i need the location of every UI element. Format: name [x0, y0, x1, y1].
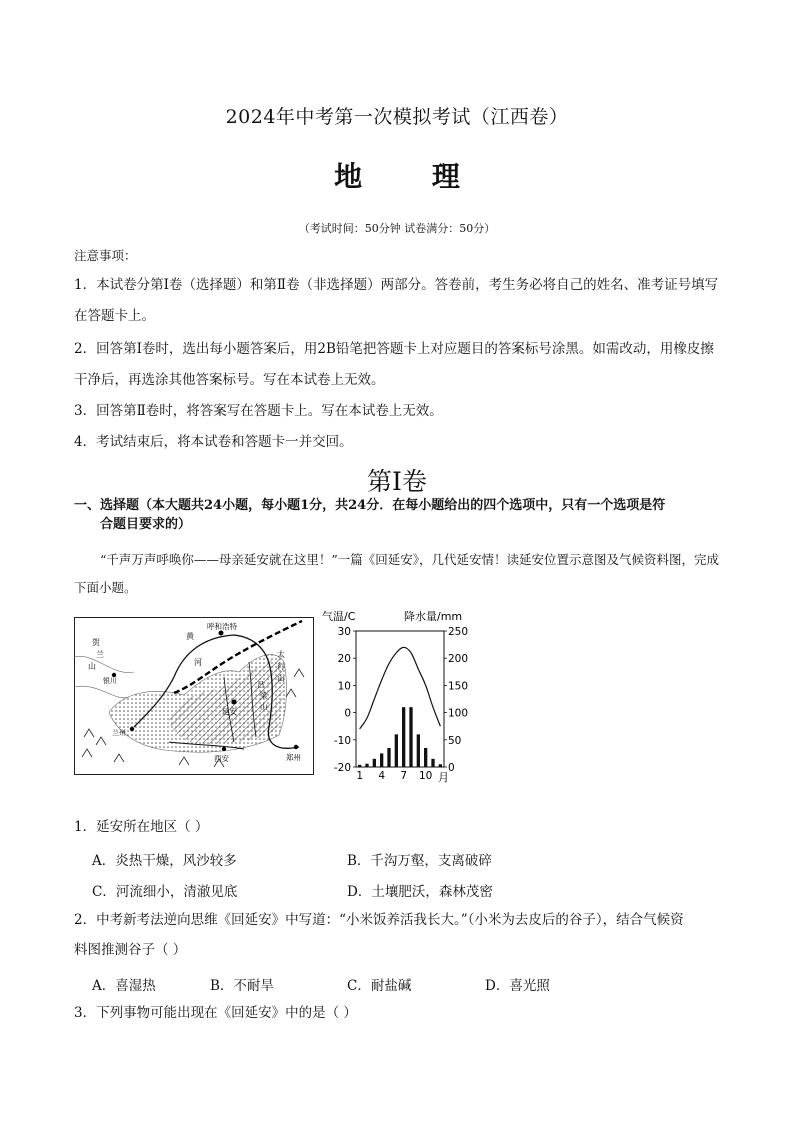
note-4: 4．考试结束后，将本试卷和答题卡一并交回。 [74, 434, 353, 450]
temp-tick-label: 30 [337, 626, 351, 638]
map-label-lan: 兰 [96, 650, 104, 659]
question-2-stem-line-1: 2．中考新考法逆向思维《回延安》中写道：“小米饭养活我长大。”（小米为去皮后的谷子），结合气候资 [74, 912, 684, 928]
precip-tick-label: 50 [448, 734, 462, 747]
temp-tick-label: -10 [333, 734, 351, 747]
question-3-stem: 3．下列事物可能出现在《回延安》中的是（ ） [74, 1005, 357, 1021]
precip-bar [380, 753, 383, 767]
question-1-stem: 1．延安所在地区（ ） [74, 819, 209, 835]
precip-bar [424, 748, 427, 767]
precip-bar [439, 764, 442, 767]
map-label-mountain: 山 [277, 674, 285, 683]
q1-option-a: A．炎热干燥，风沙较多 [92, 853, 237, 869]
month-tick-label: 10 [418, 770, 433, 782]
q2-option-b: B．不耐旱 [210, 978, 274, 994]
time-info: （考试时间：50分钟 试卷满分：50分） [298, 222, 496, 235]
question-intro: “千声万声呼唤你——母亲延安就在这里！”一篇《回延安》，几代延安情！读延安位置示意图及气候资料图，完成下面小题。 [74, 552, 720, 595]
chart-left-axis-label: 气温/C [322, 610, 356, 623]
map-label-river: 河 [194, 658, 202, 667]
temp-tick-label: 10 [337, 680, 351, 693]
precip-bar [431, 759, 434, 767]
climate-chart [318, 607, 478, 787]
q1-option-c: C．河流细小，清澈见底 [92, 884, 238, 900]
notes-label: 注意事项： [74, 248, 137, 263]
subject-title: 地 理 [334, 160, 490, 193]
map-label-yanan: 延安 [222, 707, 237, 716]
note-3: 3．回答第Ⅱ卷时，将答案写在答题卡上。写在本试卷上无效。 [74, 403, 443, 419]
q1-option-d: D．土壤肥沃，森林茂密 [347, 884, 493, 900]
note-1: 1．本试卷分第Ⅰ卷（选择题）和第Ⅱ卷（非选择题）两部分。答卷前，考生务必将自己的姓名、准考证号填写在答题卡上。 [74, 277, 719, 324]
q2-option-c: C．耐盐碱 [347, 978, 412, 994]
temp-tick-label: -20 [333, 762, 351, 774]
precip-tick-label: 0 [448, 762, 455, 774]
volume-title: 第Ⅰ卷 [367, 467, 427, 496]
month-tick-label: 4 [378, 770, 386, 782]
q2-option-d: D．喜光照 [485, 978, 550, 994]
precip-bar [358, 765, 361, 767]
precip-bar [409, 707, 412, 767]
section-line-1: 一、选择题（本大题共24小题，每小题1分，共24分．在每小题给出的四个选项中，只有一个选项是符 [74, 498, 666, 513]
q2-option-a: A．喜湿热 [92, 978, 156, 994]
map-label-hohhot: 呼和浩特 [207, 622, 237, 631]
map-label-huang: 黄 [186, 632, 194, 641]
temp-tick-label: 20 [337, 653, 351, 666]
map-label-zhengzhou: 郑州 [286, 753, 301, 762]
precip-bar [373, 759, 376, 767]
question-2-stem-line-2: 料图推测谷子（ ） [74, 942, 187, 958]
month-tick-label: 1 [356, 770, 364, 782]
precip-tick-label: 200 [448, 653, 469, 666]
chart-right-axis-label: 降水量/mm [404, 610, 463, 623]
map-label-xian: 西安 [214, 754, 229, 763]
precip-bar [417, 734, 420, 767]
month-tick-label: 7 [400, 770, 408, 782]
note-2: 2．回答第Ⅰ卷时，选出每小题答案后，用2B铅笔把答题卡上对应题目的答案标号涂黑。如需改动，用橡皮擦干净后，再选涂其他答案标号。写在本试卷上无效。 [74, 341, 714, 388]
precip-tick-label: 250 [448, 626, 469, 638]
map-label-shan: 山 [88, 662, 96, 671]
map-label-lvliang-shan: 山 [260, 702, 268, 711]
section-line-2: 合题目要求的） [100, 517, 192, 532]
section-header [74, 496, 724, 534]
map-label-tai: 太 [277, 650, 285, 659]
location-map [74, 617, 314, 775]
map-label-he: 贺 [92, 638, 100, 647]
chart-plot-area [334, 626, 468, 782]
precip-tick-label: 100 [448, 707, 469, 720]
precip-bar [387, 748, 390, 767]
chart-x-unit: 月 [438, 771, 449, 784]
map-label-liang: 梁 [260, 691, 268, 700]
map-label-lv: 吕 [257, 680, 265, 689]
precip-bar [402, 707, 405, 767]
precip-bar [395, 734, 398, 767]
exam-title: 2024年中考第一次模拟考试（江西卷） [225, 106, 569, 128]
precip-tick-label: 150 [448, 680, 469, 693]
map-label-lanzhou: 兰州 [112, 729, 126, 737]
precip-bar [365, 764, 368, 767]
map-label-yinchuan: 银川 [103, 677, 117, 685]
temp-tick-label: 0 [344, 707, 351, 720]
temperature-line [360, 647, 441, 729]
map-label-hang: 行 [277, 662, 285, 671]
q1-option-b: B．千沟万壑，支离破碎 [347, 853, 492, 869]
